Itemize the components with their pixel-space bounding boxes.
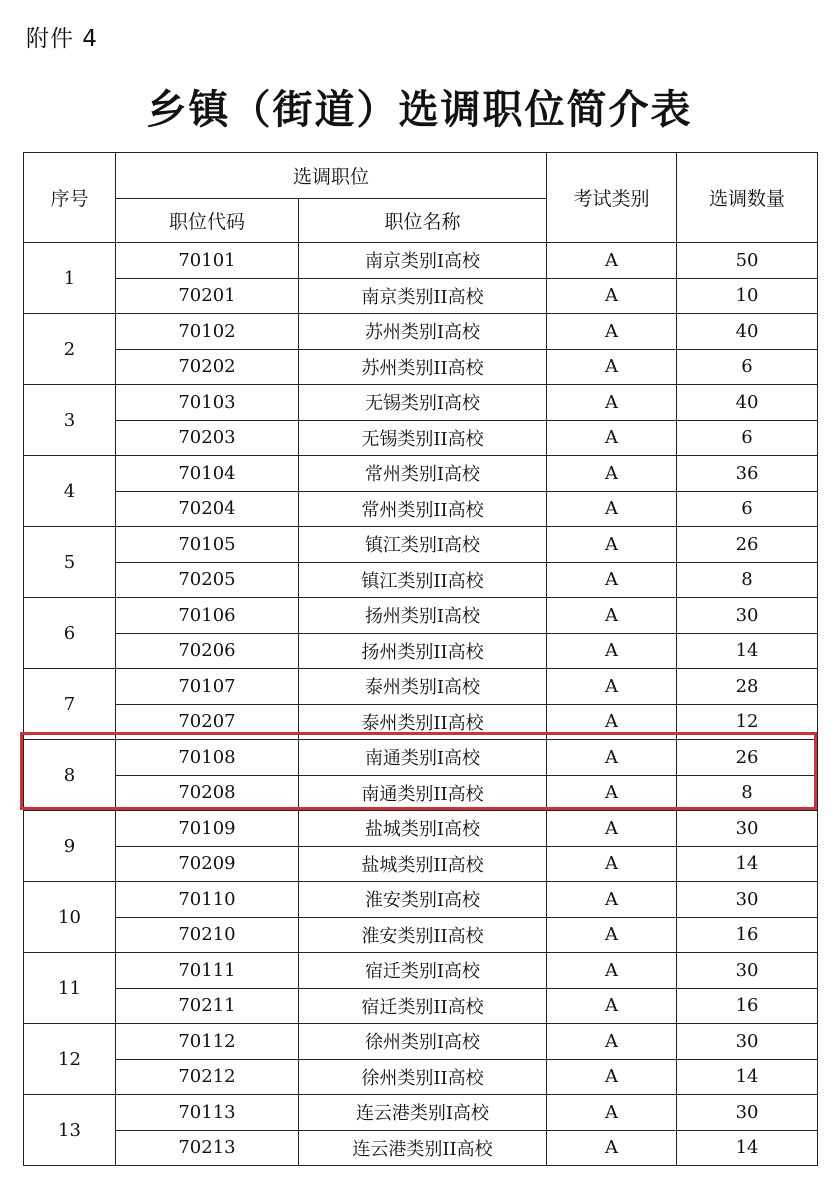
cell-code: 70101 <box>116 243 299 279</box>
cell-name: 常州类别II高校 <box>299 491 547 527</box>
cell-exam-type: A <box>547 953 677 989</box>
table-row <box>24 420 818 456</box>
cell-seq: 1 <box>24 243 116 314</box>
cell-seq: 12 <box>24 1024 116 1095</box>
cell-name: 徐州类别I高校 <box>299 1024 547 1060</box>
cell-code: 70110 <box>116 882 299 918</box>
cell-quota: 40 <box>677 385 818 421</box>
cell-name: 连云港类别I高校 <box>299 1095 547 1131</box>
cell-exam-type: A <box>547 988 677 1024</box>
cell-code: 70201 <box>116 278 299 314</box>
table-row <box>24 1130 818 1166</box>
table-row <box>24 633 818 669</box>
header-name: 职位名称 <box>299 199 547 243</box>
cell-code: 70112 <box>116 1024 299 1060</box>
cell-name: 苏州类别II高校 <box>299 349 547 385</box>
table-row <box>24 562 818 598</box>
cell-code: 70103 <box>116 385 299 421</box>
table-row <box>24 775 818 811</box>
cell-name: 南通类别II高校 <box>299 775 547 811</box>
cell-exam-type: A <box>547 598 677 634</box>
cell-seq: 7 <box>24 669 116 740</box>
positions-table <box>23 152 818 1166</box>
cell-code: 70212 <box>116 1059 299 1095</box>
cell-code: 70204 <box>116 491 299 527</box>
cell-exam-type: A <box>547 491 677 527</box>
cell-exam-type: A <box>547 385 677 421</box>
cell-name: 连云港类别II高校 <box>299 1130 547 1166</box>
table-row <box>24 1059 818 1095</box>
cell-code: 70210 <box>116 917 299 953</box>
cell-code: 70111 <box>116 953 299 989</box>
table-row <box>24 278 818 314</box>
cell-quota: 6 <box>677 349 818 385</box>
table-row <box>24 882 818 918</box>
cell-quota: 16 <box>677 917 818 953</box>
table-row <box>24 704 818 740</box>
cell-exam-type: A <box>547 704 677 740</box>
cell-name: 扬州类别II高校 <box>299 633 547 669</box>
cell-quota: 50 <box>677 243 818 279</box>
table-row <box>24 349 818 385</box>
cell-quota: 36 <box>677 456 818 492</box>
header-code: 职位代码 <box>116 199 299 243</box>
cell-code: 70207 <box>116 704 299 740</box>
cell-exam-type: A <box>547 846 677 882</box>
table-row <box>24 314 818 350</box>
cell-exam-type: A <box>547 420 677 456</box>
cell-seq: 9 <box>24 811 116 882</box>
cell-seq: 10 <box>24 882 116 953</box>
cell-name: 淮安类别II高校 <box>299 917 547 953</box>
table-row <box>24 1024 818 1060</box>
cell-exam-type: A <box>547 314 677 350</box>
cell-quota: 6 <box>677 420 818 456</box>
cell-exam-type: A <box>547 278 677 314</box>
cell-exam-type: A <box>547 740 677 776</box>
cell-name: 盐城类别I高校 <box>299 811 547 847</box>
cell-quota: 14 <box>677 1059 818 1095</box>
cell-exam-type: A <box>547 562 677 598</box>
cell-name: 苏州类别I高校 <box>299 314 547 350</box>
cell-seq: 4 <box>24 456 116 527</box>
table-row <box>24 953 818 989</box>
cell-exam-type: A <box>547 775 677 811</box>
cell-code: 70202 <box>116 349 299 385</box>
table-row <box>24 669 818 705</box>
table-row <box>24 456 818 492</box>
cell-exam-type: A <box>547 669 677 705</box>
table-row <box>24 527 818 563</box>
table-row <box>24 740 818 776</box>
header-seq: 序号 <box>24 153 116 243</box>
cell-name: 宿迁类别I高校 <box>299 953 547 989</box>
cell-seq: 6 <box>24 598 116 669</box>
table-body <box>24 243 818 1166</box>
cell-name: 徐州类别II高校 <box>299 1059 547 1095</box>
cell-code: 70206 <box>116 633 299 669</box>
cell-name: 扬州类别I高校 <box>299 598 547 634</box>
cell-code: 70211 <box>116 988 299 1024</box>
cell-quota: 14 <box>677 633 818 669</box>
cell-code: 70108 <box>116 740 299 776</box>
cell-code: 70106 <box>116 598 299 634</box>
cell-code: 70203 <box>116 420 299 456</box>
cell-name: 镇江类别II高校 <box>299 562 547 598</box>
cell-quota: 10 <box>677 278 818 314</box>
cell-quota: 30 <box>677 953 818 989</box>
cell-quota: 8 <box>677 775 818 811</box>
cell-seq: 11 <box>24 953 116 1024</box>
cell-seq: 8 <box>24 740 116 811</box>
cell-code: 70209 <box>116 846 299 882</box>
cell-exam-type: A <box>547 1095 677 1131</box>
cell-quota: 12 <box>677 704 818 740</box>
cell-quota: 30 <box>677 598 818 634</box>
cell-seq: 3 <box>24 385 116 456</box>
cell-name: 盐城类别II高校 <box>299 846 547 882</box>
cell-name: 泰州类别II高校 <box>299 704 547 740</box>
cell-code: 70105 <box>116 527 299 563</box>
header-exam-type: 考试类别 <box>547 153 677 243</box>
cell-code: 70113 <box>116 1095 299 1131</box>
cell-exam-type: A <box>547 1024 677 1060</box>
cell-name: 南京类别I高校 <box>299 243 547 279</box>
cell-code: 70107 <box>116 669 299 705</box>
table-row <box>24 491 818 527</box>
cell-quota: 30 <box>677 1095 818 1131</box>
table-header <box>24 153 818 243</box>
cell-name: 泰州类别I高校 <box>299 669 547 705</box>
cell-name: 南通类别I高校 <box>299 740 547 776</box>
cell-code: 70104 <box>116 456 299 492</box>
table-row <box>24 917 818 953</box>
cell-exam-type: A <box>547 917 677 953</box>
cell-exam-type: A <box>547 811 677 847</box>
cell-exam-type: A <box>547 243 677 279</box>
header-quota: 选调数量 <box>677 153 818 243</box>
cell-code: 70208 <box>116 775 299 811</box>
cell-seq: 2 <box>24 314 116 385</box>
cell-name: 无锡类别I高校 <box>299 385 547 421</box>
cell-exam-type: A <box>547 633 677 669</box>
cell-exam-type: A <box>547 1059 677 1095</box>
header-position-group: 选调职位 <box>116 153 547 199</box>
cell-quota: 30 <box>677 882 818 918</box>
cell-code: 70109 <box>116 811 299 847</box>
cell-code: 70205 <box>116 562 299 598</box>
table-row <box>24 598 818 634</box>
cell-name: 宿迁类别II高校 <box>299 988 547 1024</box>
cell-code: 70102 <box>116 314 299 350</box>
document-title: 乡镇（街道）选调职位简介表 <box>146 87 693 133</box>
table-row <box>24 1095 818 1131</box>
annex-label: 附件 4 <box>26 26 98 52</box>
cell-quota: 14 <box>677 1130 818 1166</box>
table-row <box>24 811 818 847</box>
cell-quota: 14 <box>677 846 818 882</box>
cell-quota: 16 <box>677 988 818 1024</box>
cell-quota: 6 <box>677 491 818 527</box>
cell-seq: 13 <box>24 1095 116 1166</box>
cell-name: 无锡类别II高校 <box>299 420 547 456</box>
cell-code: 70213 <box>116 1130 299 1166</box>
cell-quota: 30 <box>677 811 818 847</box>
cell-exam-type: A <box>547 882 677 918</box>
cell-quota: 26 <box>677 527 818 563</box>
cell-quota: 26 <box>677 740 818 776</box>
cell-quota: 40 <box>677 314 818 350</box>
cell-quota: 28 <box>677 669 818 705</box>
cell-name: 南京类别II高校 <box>299 278 547 314</box>
table-row <box>24 243 818 279</box>
cell-exam-type: A <box>547 349 677 385</box>
cell-seq: 5 <box>24 527 116 598</box>
table-row <box>24 385 818 421</box>
cell-quota: 30 <box>677 1024 818 1060</box>
cell-name: 常州类别I高校 <box>299 456 547 492</box>
cell-exam-type: A <box>547 1130 677 1166</box>
cell-name: 镇江类别I高校 <box>299 527 547 563</box>
table-row <box>24 846 818 882</box>
cell-quota: 8 <box>677 562 818 598</box>
cell-exam-type: A <box>547 456 677 492</box>
cell-name: 淮安类别I高校 <box>299 882 547 918</box>
table-row <box>24 988 818 1024</box>
cell-exam-type: A <box>547 527 677 563</box>
